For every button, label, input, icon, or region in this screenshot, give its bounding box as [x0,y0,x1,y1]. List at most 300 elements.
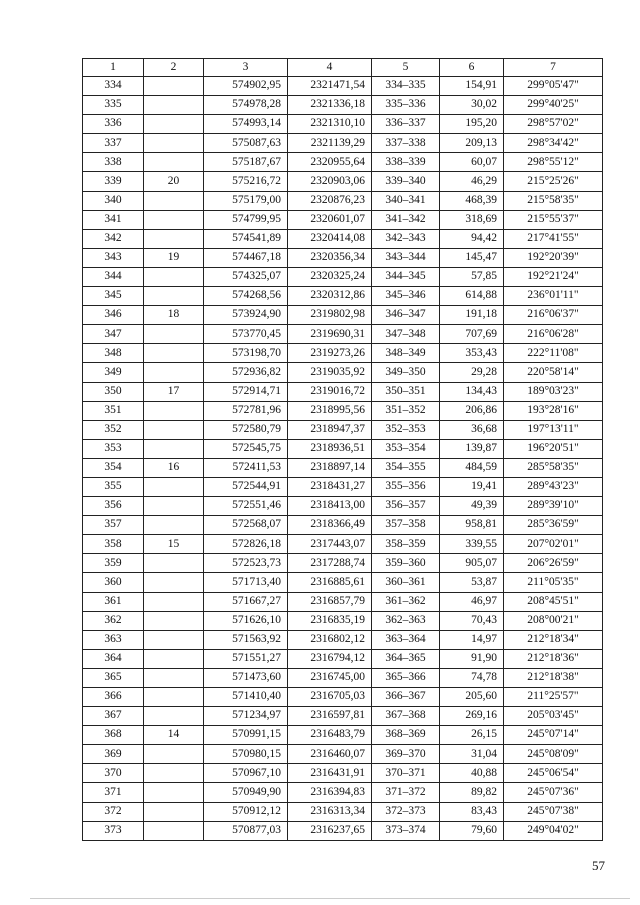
point-number-cell: 350 [83,382,144,401]
table-row [83,210,603,229]
x-coordinate-cell: 572544,91 [204,477,288,496]
bearing-cell: 192°21'24" [504,267,603,286]
y-coordinate-cell: 2319802,98 [288,306,372,325]
point-number-cell: 344 [83,267,144,286]
segment-cell: 371–372 [372,783,440,802]
point-number-cell: 359 [83,554,144,573]
section-number-cell [144,592,204,611]
table-row [83,707,603,726]
bearing-cell: 205°03'45" [504,707,603,726]
bearing-cell: 285°58'35" [504,458,603,477]
section-number-cell: 20 [144,172,204,191]
bearing-cell: 216°06'37" [504,306,603,325]
point-number-cell: 338 [83,153,144,172]
table-row [83,191,603,210]
length-cell: 958,81 [440,516,504,535]
y-coordinate-cell: 2316745,00 [288,668,372,687]
x-coordinate-cell: 572936,82 [204,363,288,382]
point-number-cell: 335 [83,96,144,115]
segment-cell: 354–355 [372,458,440,477]
bearing-cell: 245°06'54" [504,764,603,783]
point-number-cell: 339 [83,172,144,191]
section-number-cell [144,649,204,668]
length-cell: 191,18 [440,306,504,325]
y-coordinate-cell: 2318995,56 [288,401,372,420]
table-row [83,267,603,286]
y-coordinate-cell: 2318431,27 [288,477,372,496]
x-coordinate-cell: 571473,60 [204,668,288,687]
page-number: 57 [592,858,605,873]
x-coordinate-cell: 574799,95 [204,210,288,229]
bearing-cell: 215°55'37" [504,210,603,229]
point-number-cell: 369 [83,745,144,764]
bearing-cell: 289°43'23" [504,477,603,496]
table-body [83,77,603,841]
section-number-cell [144,688,204,707]
section-number-cell [144,707,204,726]
y-coordinate-cell: 2321310,10 [288,115,372,134]
point-number-cell: 364 [83,649,144,668]
x-coordinate-cell: 574268,56 [204,287,288,306]
length-cell: 468,39 [440,191,504,210]
section-number-cell [144,401,204,420]
segment-cell: 342–343 [372,229,440,248]
y-coordinate-cell: 2320876,23 [288,191,372,210]
section-number-cell: 19 [144,248,204,267]
segment-cell: 341–342 [372,210,440,229]
section-number-cell [144,611,204,630]
section-number-cell [144,439,204,458]
bearing-cell: 289°39'10" [504,497,603,516]
x-coordinate-cell: 572551,46 [204,497,288,516]
point-number-cell: 368 [83,726,144,745]
x-coordinate-cell: 572781,96 [204,401,288,420]
bearing-cell: 236°01'11" [504,287,603,306]
section-number-cell [144,802,204,821]
y-coordinate-cell: 2318897,14 [288,458,372,477]
x-coordinate-cell: 570877,03 [204,821,288,840]
section-number-cell [144,783,204,802]
section-number-cell: 15 [144,535,204,554]
length-cell: 154,91 [440,77,504,96]
segment-cell: 366–367 [372,688,440,707]
point-number-cell: 356 [83,497,144,516]
y-coordinate-cell: 2318413,00 [288,497,372,516]
x-coordinate-cell: 571551,27 [204,649,288,668]
bearing-cell: 206°26'59" [504,554,603,573]
section-number-cell [144,229,204,248]
y-coordinate-cell: 2316394,83 [288,783,372,802]
table-row [83,344,603,363]
length-cell: 46,29 [440,172,504,191]
length-cell: 40,88 [440,764,504,783]
length-cell: 74,78 [440,668,504,687]
segment-cell: 345–346 [372,287,440,306]
column-header-7: 7 [504,59,603,77]
segment-cell: 352–353 [372,420,440,439]
table-row [83,497,603,516]
table-row [83,229,603,248]
point-number-cell: 348 [83,344,144,363]
point-number-cell: 353 [83,439,144,458]
x-coordinate-cell: 571563,92 [204,630,288,649]
segment-cell: 369–370 [372,745,440,764]
segment-cell: 358–359 [372,535,440,554]
point-number-cell: 373 [83,821,144,840]
table-row [83,115,603,134]
section-number-cell [144,325,204,344]
segment-cell: 336–337 [372,115,440,134]
column-header-6: 6 [440,59,504,77]
table-row [83,306,603,325]
bearing-cell: 208°45'51" [504,592,603,611]
y-coordinate-cell: 2317443,07 [288,535,372,554]
point-number-cell: 370 [83,764,144,783]
length-cell: 318,69 [440,210,504,229]
section-number-cell [144,363,204,382]
bearing-cell: 298°57'02" [504,115,603,134]
segment-cell: 334–335 [372,77,440,96]
y-coordinate-cell: 2320312,86 [288,287,372,306]
section-number-cell [144,77,204,96]
bearing-cell: 197°13'11" [504,420,603,439]
segment-cell: 346–347 [372,306,440,325]
table-row [83,77,603,96]
segment-cell: 362–363 [372,611,440,630]
x-coordinate-cell: 571410,40 [204,688,288,707]
table-row [83,745,603,764]
point-number-cell: 354 [83,458,144,477]
bearing-cell: 245°07'36" [504,783,603,802]
table-row [83,401,603,420]
length-cell: 707,69 [440,325,504,344]
bearing-cell: 212°18'38" [504,668,603,687]
x-coordinate-cell: 574993,14 [204,115,288,134]
length-cell: 134,43 [440,382,504,401]
x-coordinate-cell: 575087,63 [204,134,288,153]
point-number-cell: 342 [83,229,144,248]
length-cell: 26,15 [440,726,504,745]
y-coordinate-cell: 2320325,24 [288,267,372,286]
x-coordinate-cell: 572580,79 [204,420,288,439]
bearing-cell: 222°11'08" [504,344,603,363]
table-row [83,439,603,458]
y-coordinate-cell: 2320414,08 [288,229,372,248]
bearing-cell: 212°18'36" [504,649,603,668]
x-coordinate-cell: 570912,12 [204,802,288,821]
bearing-cell: 217°41'55" [504,229,603,248]
section-number-cell [144,134,204,153]
x-coordinate-cell: 575216,72 [204,172,288,191]
y-coordinate-cell: 2316460,07 [288,745,372,764]
y-coordinate-cell: 2316857,79 [288,592,372,611]
segment-cell: 356–357 [372,497,440,516]
x-coordinate-cell: 572568,07 [204,516,288,535]
bearing-cell: 216°06'28" [504,325,603,344]
point-number-cell: 363 [83,630,144,649]
table-row [83,420,603,439]
segment-cell: 348–349 [372,344,440,363]
point-number-cell: 349 [83,363,144,382]
y-coordinate-cell: 2316237,65 [288,821,372,840]
y-coordinate-cell: 2319273,26 [288,344,372,363]
x-coordinate-cell: 570967,10 [204,764,288,783]
bearing-cell: 193°28'16" [504,401,603,420]
x-coordinate-cell: 570980,15 [204,745,288,764]
table-row [83,611,603,630]
point-number-cell: 340 [83,191,144,210]
bottom-divider [30,898,630,899]
bearing-cell: 245°07'14" [504,726,603,745]
section-number-cell: 16 [144,458,204,477]
segment-cell: 355–356 [372,477,440,496]
segment-cell: 335–336 [372,96,440,115]
y-coordinate-cell: 2321336,18 [288,96,372,115]
bearing-cell: 192°20'39" [504,248,603,267]
length-cell: 79,60 [440,821,504,840]
length-cell: 614,88 [440,287,504,306]
table-row [83,287,603,306]
x-coordinate-cell: 575179,00 [204,191,288,210]
bearing-cell: 245°07'38" [504,802,603,821]
y-coordinate-cell: 2320356,34 [288,248,372,267]
table-row [83,668,603,687]
segment-cell: 350–351 [372,382,440,401]
table-row [83,363,603,382]
table-row [83,821,603,840]
table-row [83,248,603,267]
point-number-cell: 347 [83,325,144,344]
segment-cell: 363–364 [372,630,440,649]
table-row [83,783,603,802]
segment-cell: 367–368 [372,707,440,726]
y-coordinate-cell: 2321471,54 [288,77,372,96]
section-number-cell [144,267,204,286]
bearing-cell: 215°25'26" [504,172,603,191]
point-number-cell: 345 [83,287,144,306]
table-row [83,458,603,477]
table-row [83,630,603,649]
x-coordinate-cell: 571713,40 [204,573,288,592]
segment-cell: 364–365 [372,649,440,668]
section-number-cell [144,668,204,687]
point-number-cell: 346 [83,306,144,325]
table-row [83,764,603,783]
point-number-cell: 336 [83,115,144,134]
y-coordinate-cell: 2318947,37 [288,420,372,439]
section-number-cell [144,344,204,363]
point-number-cell: 371 [83,783,144,802]
section-number-cell [144,554,204,573]
length-cell: 206,86 [440,401,504,420]
table-row [83,535,603,554]
y-coordinate-cell: 2320903,06 [288,172,372,191]
section-number-cell [144,821,204,840]
section-number-cell: 17 [144,382,204,401]
point-number-cell: 362 [83,611,144,630]
length-cell: 19,41 [440,477,504,496]
coordinates-table [82,58,603,841]
section-number-cell [144,477,204,496]
y-coordinate-cell: 2319035,92 [288,363,372,382]
segment-cell: 373–374 [372,821,440,840]
section-number-cell: 18 [144,306,204,325]
y-coordinate-cell: 2320601,07 [288,210,372,229]
table-row [83,134,603,153]
section-number-cell [144,764,204,783]
x-coordinate-cell: 571626,10 [204,611,288,630]
x-coordinate-cell: 571234,97 [204,707,288,726]
table-row [83,172,603,191]
length-cell: 31,04 [440,745,504,764]
y-coordinate-cell: 2316705,03 [288,688,372,707]
section-number-cell [144,516,204,535]
x-coordinate-cell: 572826,18 [204,535,288,554]
x-coordinate-cell: 573924,90 [204,306,288,325]
segment-cell: 370–371 [372,764,440,783]
length-cell: 60,07 [440,153,504,172]
table-row [83,516,603,535]
section-number-cell [144,115,204,134]
segment-cell: 353–354 [372,439,440,458]
x-coordinate-cell: 574467,18 [204,248,288,267]
y-coordinate-cell: 2316885,61 [288,573,372,592]
table-header-row [83,59,603,77]
section-number-cell [144,210,204,229]
section-number-cell [144,153,204,172]
x-coordinate-cell: 572411,53 [204,458,288,477]
point-number-cell: 361 [83,592,144,611]
section-number-cell [144,630,204,649]
length-cell: 36,68 [440,420,504,439]
x-coordinate-cell: 572545,75 [204,439,288,458]
bearing-cell: 299°40'25" [504,96,603,115]
bearing-cell: 196°20'51" [504,439,603,458]
length-cell: 339,55 [440,535,504,554]
x-coordinate-cell: 573770,45 [204,325,288,344]
section-number-cell [144,745,204,764]
y-coordinate-cell: 2316483,79 [288,726,372,745]
point-number-cell: 352 [83,420,144,439]
section-number-cell [144,573,204,592]
y-coordinate-cell: 2317288,74 [288,554,372,573]
section-number-cell [144,191,204,210]
y-coordinate-cell: 2318936,51 [288,439,372,458]
table-row [83,153,603,172]
segment-cell: 357–358 [372,516,440,535]
bearing-cell: 298°55'12" [504,153,603,172]
x-coordinate-cell: 572523,73 [204,554,288,573]
bearing-cell: 189°03'23" [504,382,603,401]
length-cell: 905,07 [440,554,504,573]
segment-cell: 359–360 [372,554,440,573]
segment-cell: 365–366 [372,668,440,687]
x-coordinate-cell: 575187,67 [204,153,288,172]
x-coordinate-cell: 571667,27 [204,592,288,611]
length-cell: 46,97 [440,592,504,611]
segment-cell: 337–338 [372,134,440,153]
length-cell: 49,39 [440,497,504,516]
table-row [83,382,603,401]
point-number-cell: 355 [83,477,144,496]
table-row [83,96,603,115]
bearing-cell: 212°18'34" [504,630,603,649]
point-number-cell: 341 [83,210,144,229]
point-number-cell: 372 [83,802,144,821]
length-cell: 29,28 [440,363,504,382]
length-cell: 57,85 [440,267,504,286]
segment-cell: 360–361 [372,573,440,592]
segment-cell: 368–369 [372,726,440,745]
point-number-cell: 351 [83,401,144,420]
segment-cell: 347–348 [372,325,440,344]
length-cell: 14,97 [440,630,504,649]
table-row [83,554,603,573]
length-cell: 70,43 [440,611,504,630]
segment-cell: 343–344 [372,248,440,267]
y-coordinate-cell: 2321139,29 [288,134,372,153]
length-cell: 139,87 [440,439,504,458]
point-number-cell: 337 [83,134,144,153]
y-coordinate-cell: 2316431,91 [288,764,372,783]
point-number-cell: 334 [83,77,144,96]
bearing-cell: 215°58'35" [504,191,603,210]
length-cell: 83,43 [440,802,504,821]
length-cell: 89,82 [440,783,504,802]
bearing-cell: 220°58'14" [504,363,603,382]
segment-cell: 344–345 [372,267,440,286]
y-coordinate-cell: 2316313,34 [288,802,372,821]
section-number-cell [144,96,204,115]
bearing-cell: 211°05'35" [504,573,603,592]
x-coordinate-cell: 574325,07 [204,267,288,286]
length-cell: 353,43 [440,344,504,363]
y-coordinate-cell: 2320955,64 [288,153,372,172]
bearing-cell: 249°04'02" [504,821,603,840]
x-coordinate-cell: 574902,95 [204,77,288,96]
length-cell: 91,90 [440,649,504,668]
table-row [83,802,603,821]
segment-cell: 338–339 [372,153,440,172]
length-cell: 30,02 [440,96,504,115]
point-number-cell: 343 [83,248,144,267]
y-coordinate-cell: 2318366,49 [288,516,372,535]
length-cell: 484,59 [440,458,504,477]
section-number-cell [144,420,204,439]
x-coordinate-cell: 572914,71 [204,382,288,401]
length-cell: 94,42 [440,229,504,248]
y-coordinate-cell: 2316597,81 [288,707,372,726]
point-number-cell: 360 [83,573,144,592]
length-cell: 269,16 [440,707,504,726]
length-cell: 145,47 [440,248,504,267]
bearing-cell: 208°00'21" [504,611,603,630]
segment-cell: 339–340 [372,172,440,191]
column-header-3: 3 [204,59,288,77]
x-coordinate-cell: 570991,15 [204,726,288,745]
x-coordinate-cell: 574978,28 [204,96,288,115]
y-coordinate-cell: 2319016,72 [288,382,372,401]
point-number-cell: 366 [83,688,144,707]
point-number-cell: 358 [83,535,144,554]
bearing-cell: 245°08'09" [504,745,603,764]
section-number-cell: 14 [144,726,204,745]
point-number-cell: 365 [83,668,144,687]
bearing-cell: 298°34'42" [504,134,603,153]
length-cell: 205,60 [440,688,504,707]
bearing-cell: 299°05'47" [504,77,603,96]
y-coordinate-cell: 2319690,31 [288,325,372,344]
